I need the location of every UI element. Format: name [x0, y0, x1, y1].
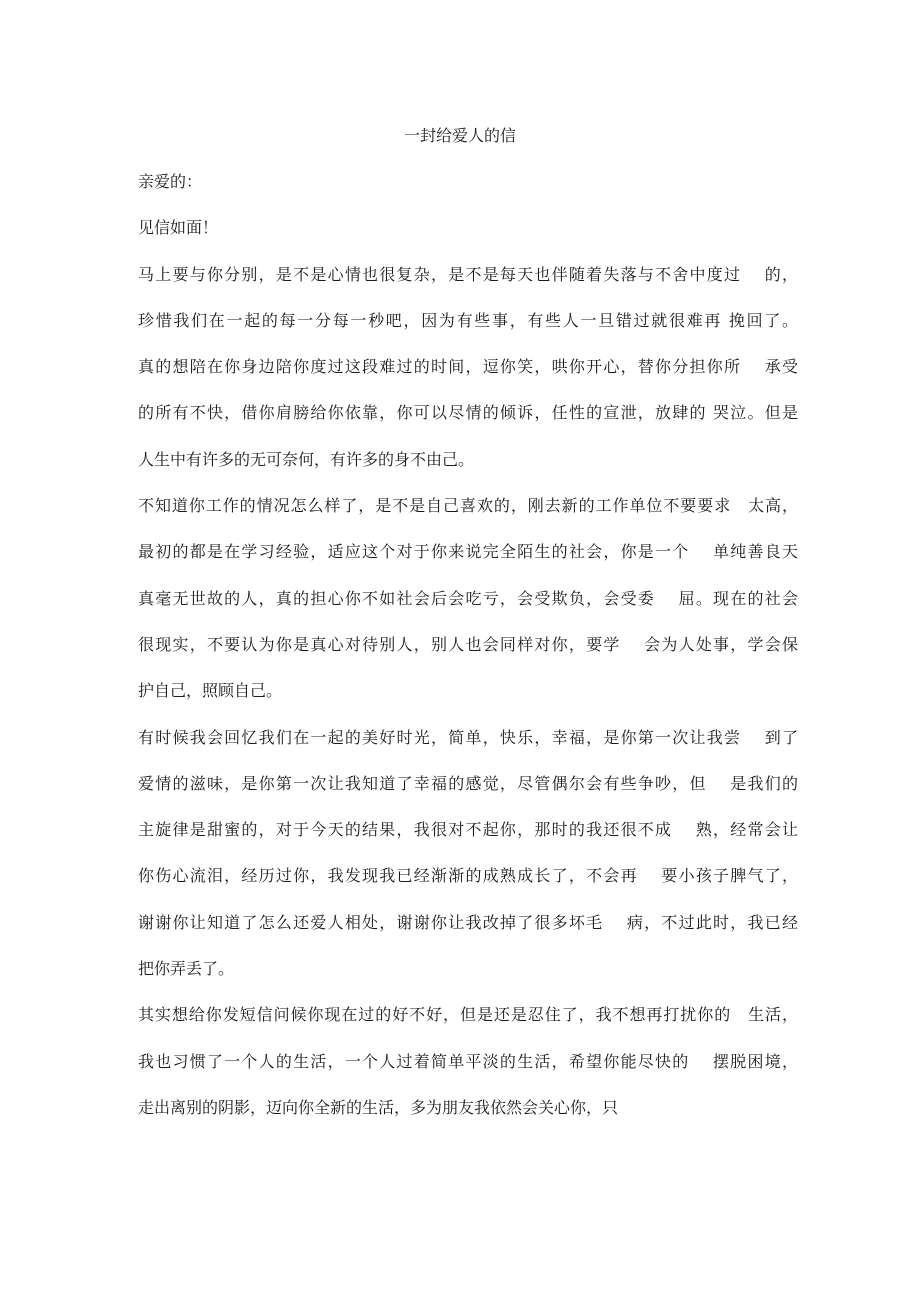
body-line: 真毫无世故的人，真的担心你不如社会后会吃亏，会受欺负，会受委 屈。现在的社会 — [138, 589, 798, 608]
body-line: 我也习惯了一个人的生活，一个人过着简单平淡的生活，希望你能尽快的 摆脱困境， — [138, 1052, 798, 1071]
document-title: 一封给爱人的信 — [403, 126, 516, 145]
body-line: 走出离别的阴影，迈向你全新的生活，多为朋友我依然会关心你，只 — [138, 1098, 619, 1117]
body-line: 珍惜我们在一起的每一分每一秒吧，因为有些事，有些人一旦错过就很难再 挽回了。 — [138, 311, 798, 330]
body-line: 谢谢你让知道了怎么还爱人相处，谢谢你让我改掉了很多坏毛 病，不过此时，我已经 — [138, 913, 798, 932]
body-line: 很现实，不要认为你是真心对待别人，别人也会同样对你，要学 会为人处事，学会保 — [138, 635, 798, 654]
body-line: 马上要与你分别，是不是心情也很复杂，是不是每天也伴随着失落与不舍中度过 的， — [138, 265, 798, 284]
body-line: 爱情的滋味，是你第一次让我知道了幸福的感觉，尽管偶尔会有些争吵，但 是我们的 — [138, 774, 798, 793]
body-line: 真的想陪在你身边陪你度过这段难过的时间，逗你笑，哄你开心，替你分担你所 承受 — [138, 357, 798, 376]
body-line: 最初的都是在学习经验，适应这个对于你来说完全陌生的社会，你是一个 单纯善良天 — [138, 542, 798, 561]
body-line: 有时候我会回忆我们在一起的美好时光，简单，快乐，幸福，是你第一次让我尝 到了 — [138, 728, 798, 747]
body-line: 主旋律是甜蜜的，对于今天的结果，我很对不起你，那时的我还很不成 熟，经常会让 — [138, 820, 798, 839]
body-line: 人生中有许多的无可奈何，有许多的身不由己。 — [138, 450, 475, 469]
salutation: 亲爱的： — [138, 172, 203, 191]
body-line: 的所有不快，借你肩膀给你依靠，你可以尽情的倾诉，任性的宣泄，放肆的 哭泣。但是 — [138, 403, 798, 422]
body-line: 其实想给你发短信问候你现在过的好不好，但是还是忍住了，我不想再打扰你的 生活， — [138, 1005, 798, 1024]
body-line: 你伤心流泪，经历过你，我发现我已经渐渐的成熟成长了，不会再 要小孩子脾气了， — [138, 866, 798, 885]
body-line: 护自己，照顾自己。 — [138, 681, 283, 700]
greeting: 见信如面！ — [138, 218, 219, 237]
body-line: 把你弄丢了。 — [138, 959, 235, 978]
body-line: 不知道你工作的情况怎么样了，是不是自己喜欢的，刚去新的工作单位不要要求 太高， — [138, 496, 798, 515]
